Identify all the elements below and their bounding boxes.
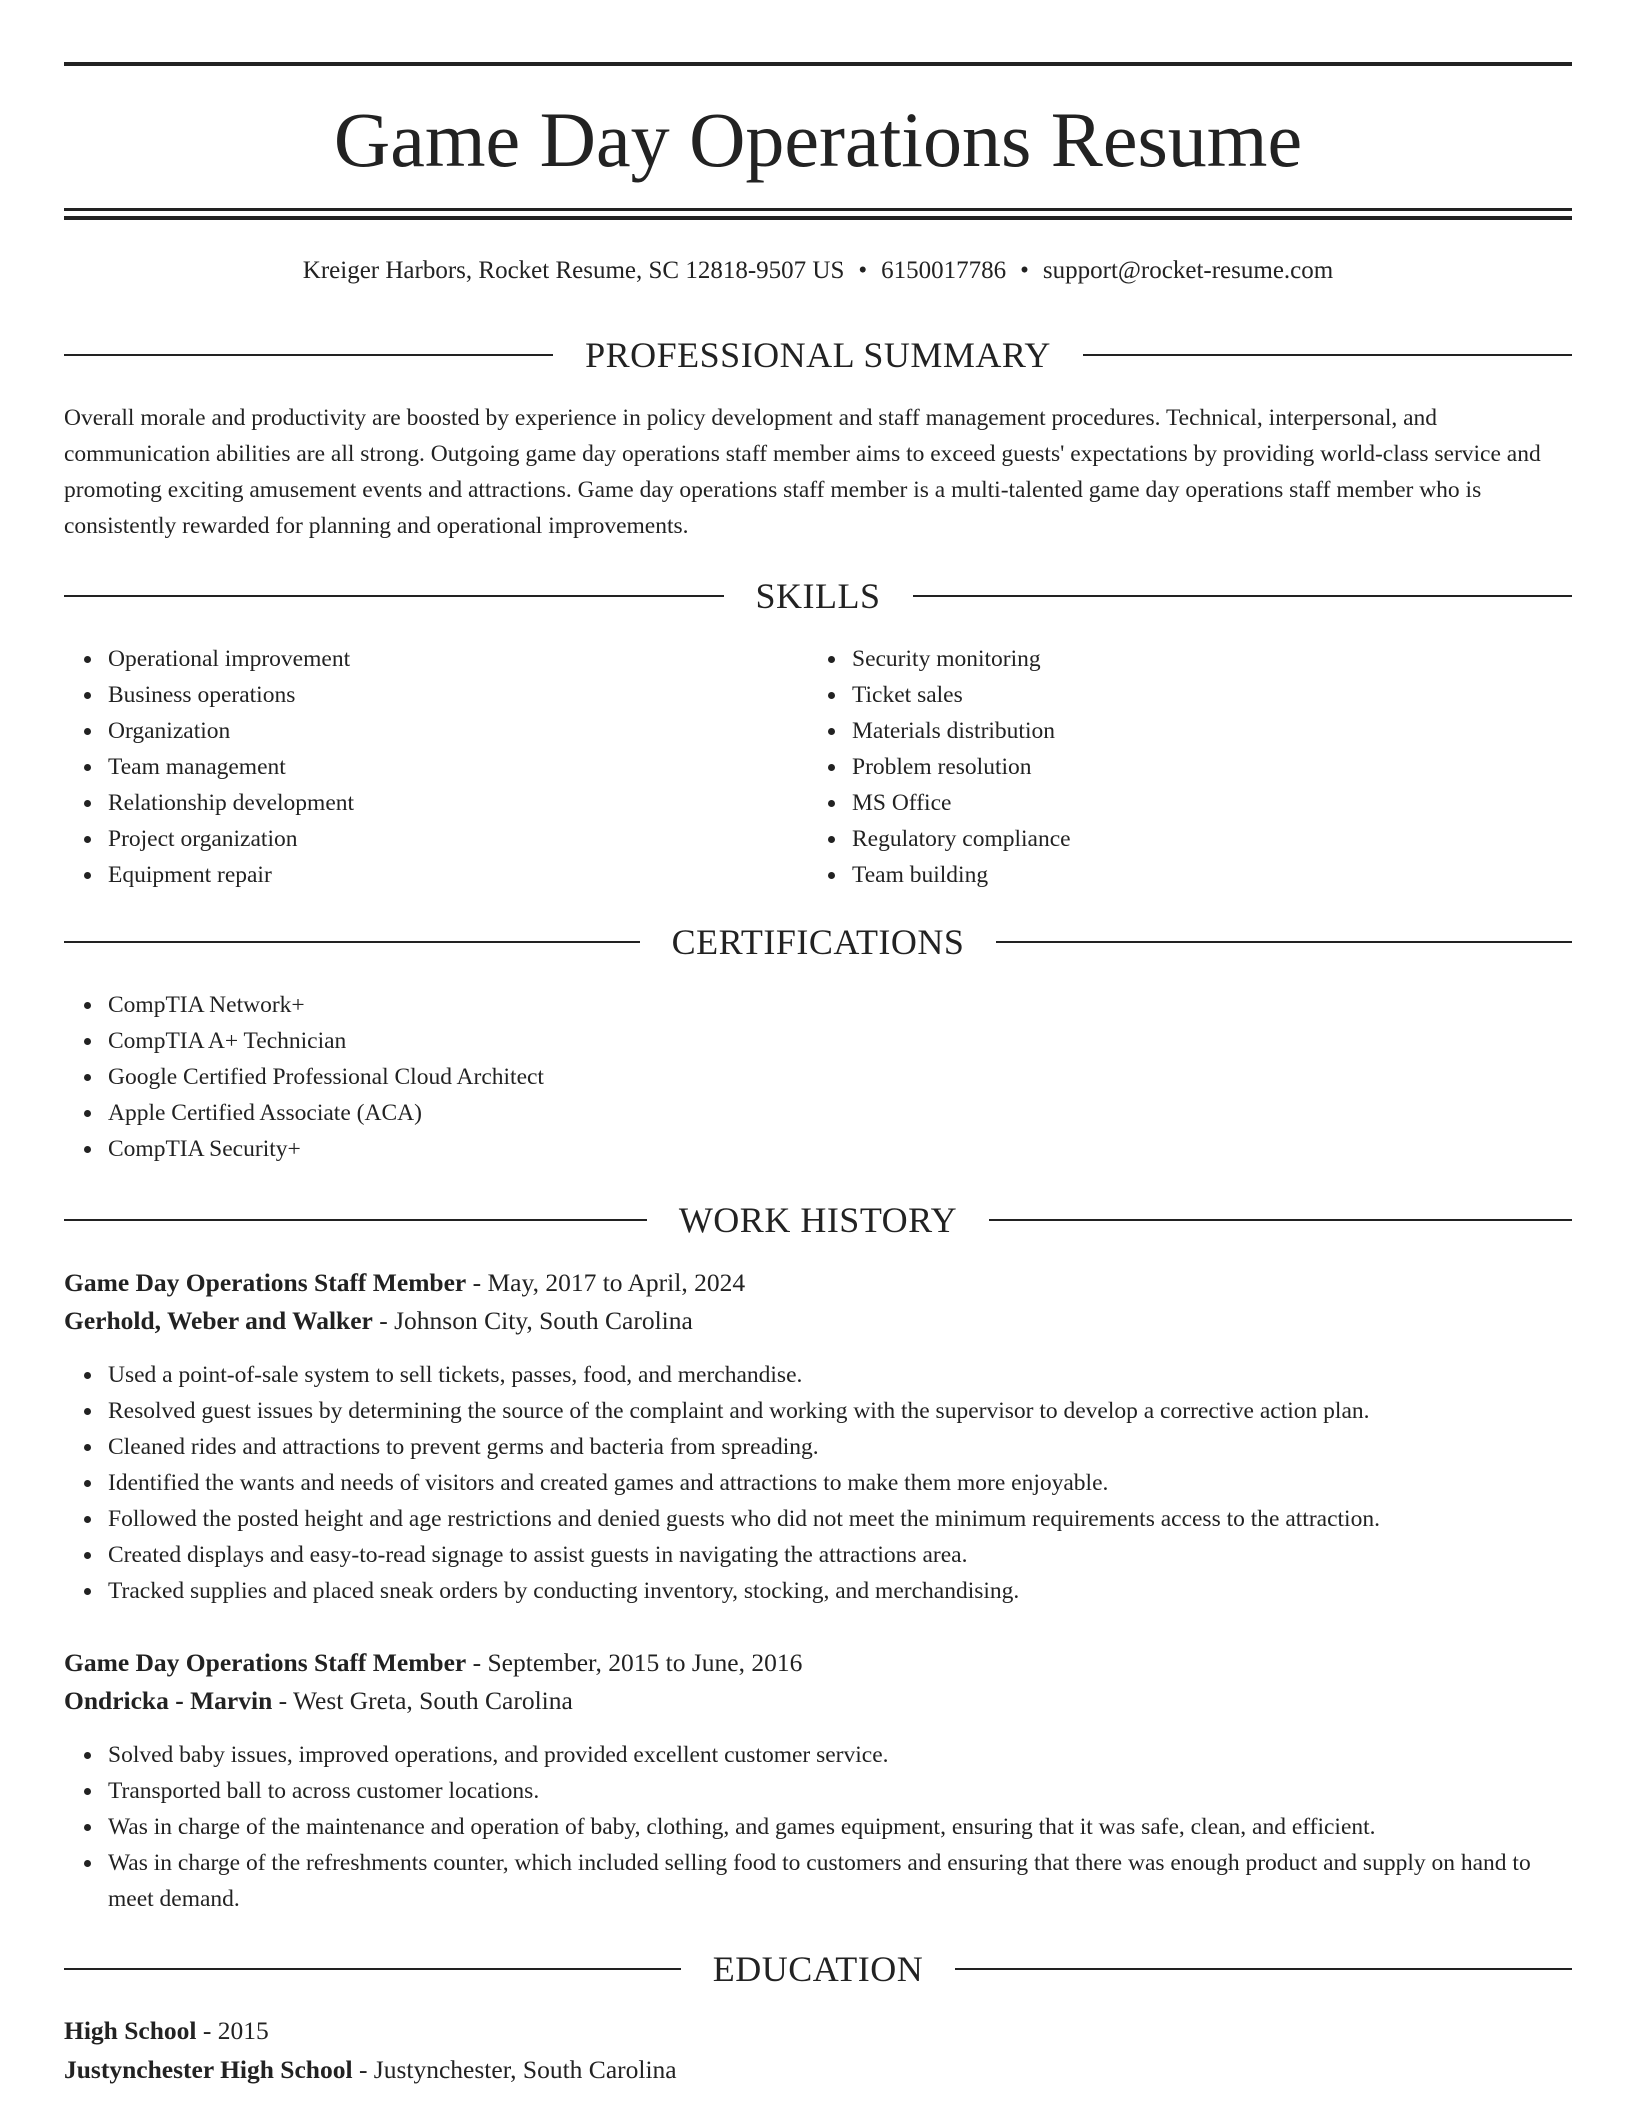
certification-item: CompTIA Network+ <box>108 987 1572 1023</box>
header-bottom-rule <box>64 208 1572 211</box>
job-company-line <box>64 1302 1572 1340</box>
heading-rule <box>64 354 553 356</box>
contact-address: Kreiger Harbors, Rocket Resume, SC 12818-9507 US <box>302 257 845 284</box>
header-top-rule <box>64 62 1572 66</box>
skills-list-left <box>64 641 808 893</box>
education-degree: High School <box>64 2016 197 2045</box>
work-history-heading <box>64 1198 1572 1242</box>
job-duty-item: Created displays and easy-to-read signage to assist guests in navigating the attractions area. <box>108 1537 1572 1573</box>
education-school-line <box>64 2051 1572 2089</box>
skill-item: Team building <box>852 857 1552 893</box>
certifications-list <box>64 987 1572 1167</box>
job-duty-item: Was in charge of the maintenance and operation of baby, clothing, and games equipment, ensuring that it was safe, clean, and efficient. <box>108 1809 1572 1845</box>
heading-rule <box>64 595 724 597</box>
skill-item: Security monitoring <box>852 641 1552 677</box>
skill-item: Project organization <box>108 821 808 857</box>
job-duty-item: Was in charge of the refreshments counter, which included selling food to customers and ensuring that there was enough product and supply on hand to meet demand. <box>108 1845 1572 1917</box>
job-company-line <box>64 1682 1572 1720</box>
skill-item: Materials distribution <box>852 713 1552 749</box>
skill-item: Relationship development <box>108 785 808 821</box>
job-duties-list <box>64 1357 1572 1609</box>
contact-separator: • <box>858 257 868 284</box>
job-duty-item: Followed the posted height and age restrictions and denied guests who did not meet the minimum requirements access to the attraction. <box>108 1501 1572 1537</box>
heading-rule <box>955 1968 1572 1970</box>
skill-item: Regulatory compliance <box>852 821 1552 857</box>
job-dates: - May, 2017 to April, 2024 <box>466 1268 746 1297</box>
job-duties-list <box>64 1737 1572 1917</box>
skill-item: Equipment repair <box>108 857 808 893</box>
education-heading-label: EDUCATION <box>712 1949 924 1989</box>
skills-heading <box>64 574 1572 618</box>
work-history-heading-label: WORK HISTORY <box>678 1200 958 1240</box>
header-bottom-rule-second <box>64 216 1572 220</box>
contact-separator: • <box>1020 257 1029 284</box>
job-company: Ondricka - Marvin <box>64 1686 273 1715</box>
education-school: Justynchester High School <box>64 2055 353 2084</box>
job-duty-item: Tracked supplies and placed sneak orders by conducting inventory, stocking, and merchandising. <box>108 1573 1572 1609</box>
certification-item: Google Certified Professional Cloud Architect <box>108 1059 1572 1095</box>
job-title: Game Day Operations Staff Member <box>64 1268 467 1297</box>
summary-heading-label: PROFESSIONAL SUMMARY <box>585 335 1051 375</box>
job-location: - Johnson City, South Carolina <box>372 1306 693 1335</box>
heading-rule <box>64 1219 647 1221</box>
education-heading <box>64 1947 1572 1991</box>
job-duty-item: Resolved guest issues by determining the source of the complaint and working with the supervisor to develop a corrective action plan. <box>108 1393 1572 1429</box>
summary-heading <box>64 333 1572 377</box>
job-title-line <box>64 1264 1572 1302</box>
job-duty-item: Used a point-of-sale system to sell tickets, passes, food, and merchandise. <box>108 1357 1572 1393</box>
education-degree-line <box>64 2012 1572 2050</box>
certification-item: CompTIA A+ Technician <box>108 1023 1572 1059</box>
job-dates: - September, 2015 to June, 2016 <box>466 1648 803 1677</box>
job-duty-item: Solved baby issues, improved operations, and provided excellent customer service. <box>108 1737 1572 1773</box>
certification-item: Apple Certified Associate (ACA) <box>108 1095 1572 1131</box>
skills-list-right <box>808 641 1552 893</box>
job-title: Game Day Operations Staff Member <box>64 1648 467 1677</box>
job-duty-item: Cleaned rides and attractions to prevent germs and bacteria from spreading. <box>108 1429 1572 1465</box>
heading-rule <box>989 1219 1572 1221</box>
skill-item: Operational improvement <box>108 641 808 677</box>
education-year: - 2015 <box>196 2016 269 2045</box>
job-duty-item: Transported ball to across customer locations. <box>108 1773 1572 1809</box>
heading-rule <box>64 941 640 943</box>
contact-phone: 6150017786 <box>881 257 1007 284</box>
heading-rule <box>996 941 1572 943</box>
job-title-line <box>64 1644 1572 1682</box>
skills-heading-label: SKILLS <box>755 576 881 616</box>
skill-item: Problem resolution <box>852 749 1552 785</box>
summary-text: Overall morale and productivity are boosted by experience in policy development and staff management procedures. Technical, interpersonal, and communication abilities are all strong. Outgoing game day operations staff member aims to exceed guests' expectations by providing world-class service and promoting exciting amusement events and attractions. Game day operations staff member is a multi-talented game day operations staff member who is consistently rewarded for planning and operational improvements. <box>64 405 1541 539</box>
skill-item: Business operations <box>108 677 808 713</box>
skill-item: Organization <box>108 713 808 749</box>
skill-item: Team management <box>108 749 808 785</box>
page-title: Game Day Operations Resume <box>333 96 1303 183</box>
certification-item: CompTIA Security+ <box>108 1131 1572 1167</box>
education-location: - Justynchester, South Carolina <box>352 2055 677 2084</box>
job-location: - West Greta, South Carolina <box>272 1686 573 1715</box>
heading-rule <box>913 595 1573 597</box>
heading-rule <box>64 1968 681 1970</box>
skill-item: Ticket sales <box>852 677 1552 713</box>
heading-rule <box>1083 354 1572 356</box>
certifications-heading-label: CERTIFICATIONS <box>671 922 965 962</box>
skill-item: MS Office <box>852 785 1552 821</box>
job-duty-item: Identified the wants and needs of visitors and created games and attractions to make them more enjoyable. <box>108 1465 1572 1501</box>
contact-email: support@rocket-resume.com <box>1042 257 1334 284</box>
contact-line <box>64 254 1572 288</box>
certifications-heading <box>64 920 1572 964</box>
job-company: Gerhold, Weber and Walker <box>64 1306 373 1335</box>
